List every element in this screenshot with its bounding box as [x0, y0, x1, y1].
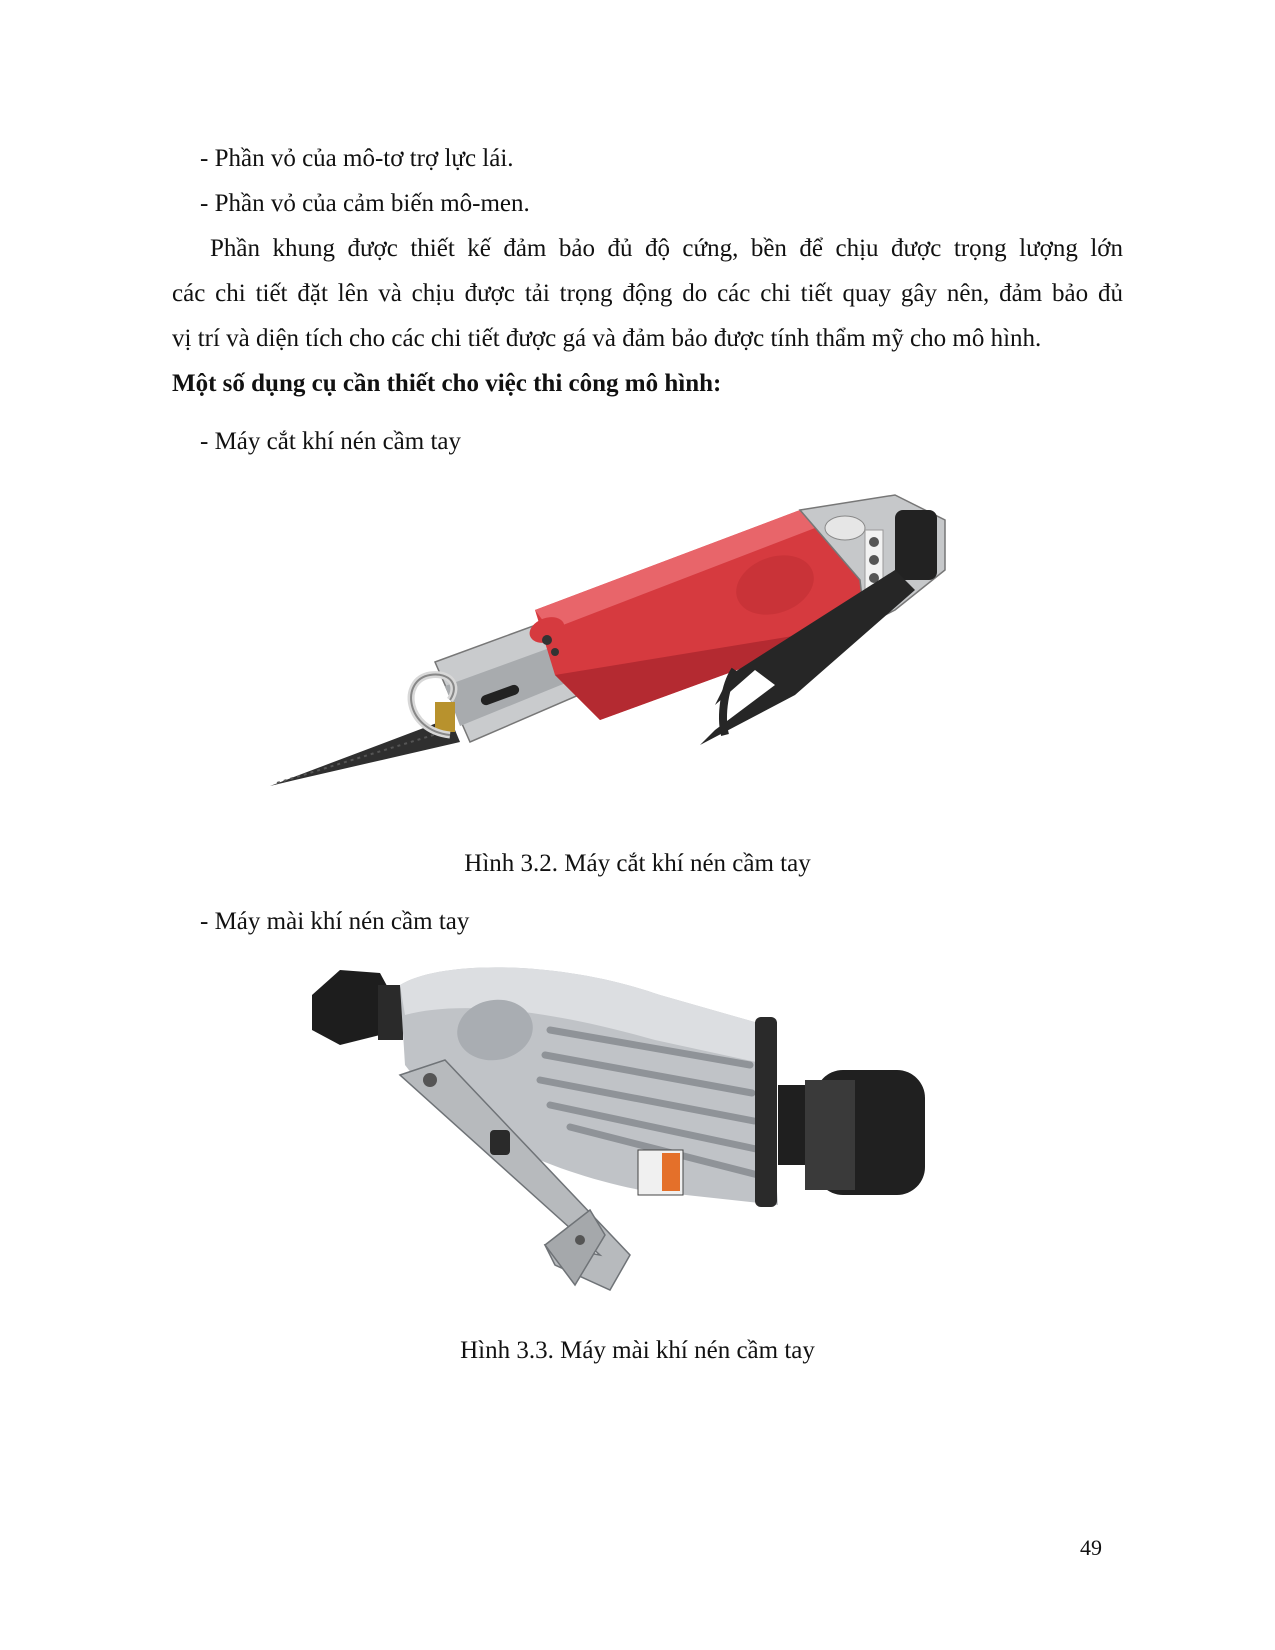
bullet-motor-housing: - Phần vỏ của mô-tơ trợ lực lái. [200, 145, 514, 172]
figure-caption-3-2: Hình 3.2. Máy cắt khí nén cầm tay [464, 850, 811, 877]
paragraph-line-3: vị trí và diện tích cho các chi tiết được gá và đảm bảo được tính thẩm mỹ cho mô hình. [172, 325, 1042, 352]
figure-caption-3-3: Hình 3.3. Máy mài khí nén cầm tay [460, 1337, 815, 1364]
pneumatic-grinder-image [300, 955, 940, 1315]
paragraph-line-1: Phần khung được thiết kế đảm bảo đủ độ cứng, bền để chịu được trọng lượng lớn [210, 235, 1123, 262]
tool-item-saw: - Máy cắt khí nén cầm tay [200, 428, 462, 455]
pneumatic-saw-image [255, 480, 975, 810]
tool-item-grinder: - Máy mài khí nén cầm tay [200, 908, 470, 935]
page-number: 49 [1080, 1535, 1102, 1560]
paragraph-line-2: các chi tiết đặt lên và chịu được tải trọng động do các chi tiết quay gây nên, đảm bảo đủ [172, 280, 1123, 307]
tools-heading: Một số dụng cụ cần thiết cho việc thi công mô hình: [172, 370, 722, 397]
bullet-torque-sensor-housing: - Phần vỏ của cảm biến mô-men. [200, 190, 530, 217]
